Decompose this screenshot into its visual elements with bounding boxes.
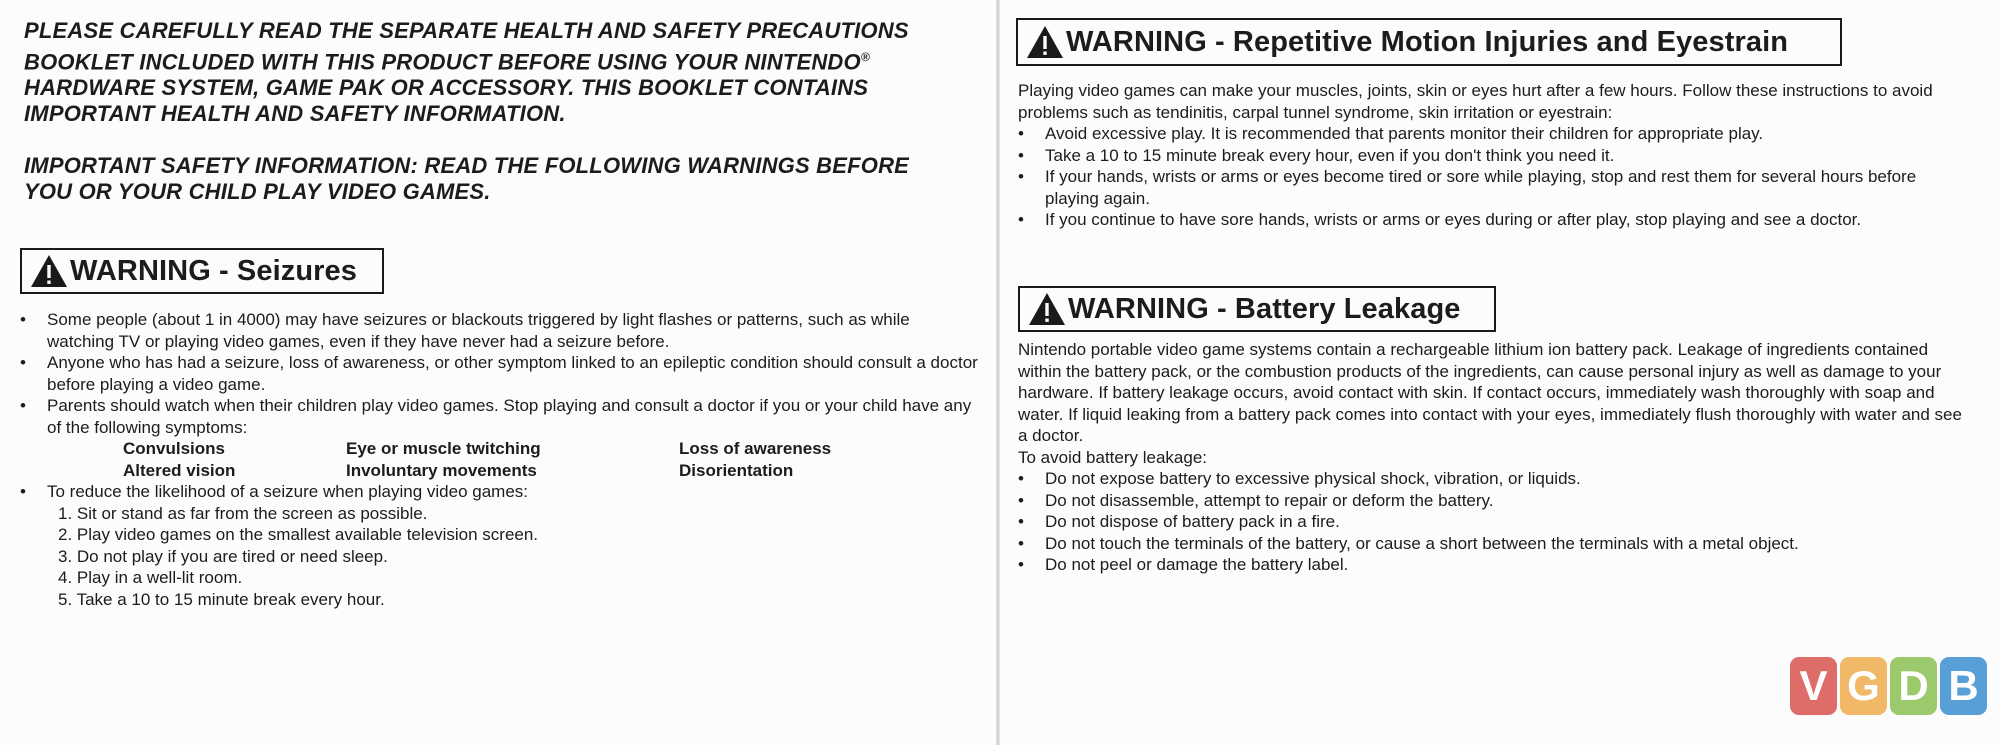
right-page <box>1000 0 2000 745</box>
vgdb-watermark-logo <box>1790 657 1987 715</box>
repetitive-bullet: • Take a 10 to 15 minute break every hour, even if you don't think you need it. <box>1018 145 1938 167</box>
watermark-letter: B <box>1940 657 1987 715</box>
battery-bullet: • Do not disassemble, attempt to repair or deform the battery. <box>1018 490 1963 512</box>
registered-mark: ® <box>860 50 870 64</box>
seizures-heading: WARNING - Seizures <box>70 254 358 287</box>
repetitive-bullet: • If you continue to have sore hands, wrists or arms or eyes during or after play, stop playing and see a doctor. <box>1018 209 1938 231</box>
symptom: Altered vision <box>123 460 236 480</box>
repetitive-body <box>1018 80 1938 231</box>
seizure-step: 1. Sit or stand as far from the screen as possible. <box>58 503 428 523</box>
repetitive-bullet-list <box>1018 123 1938 231</box>
battery-heading-box <box>1018 286 1496 332</box>
seizures-bullet: • Parents should watch when their children play video games. Stop playing and consult a doctor if you or your child have any of the following symptoms: <box>20 395 980 438</box>
seizure-step: 5. Take a 10 to 15 minute break every hour. <box>58 589 385 609</box>
intro-line: YOU OR YOUR CHILD PLAY VIDEO GAMES. <box>24 179 491 205</box>
repetitive-heading-box <box>1016 18 1842 66</box>
reduce-likelihood-bullet: • To reduce the likelihood of a seizure when playing video games: <box>20 481 980 503</box>
intro-paragraph-1 <box>24 18 984 127</box>
watermark-letter: G <box>1840 657 1887 715</box>
symptom: Eye or muscle twitching <box>346 439 541 458</box>
warning-triangle-icon <box>1026 25 1064 59</box>
reduce-likelihood-list <box>20 481 980 503</box>
intro-line: HARDWARE SYSTEM, GAME PAK OR ACCESSORY. THIS BOOKLET CONTAINS <box>24 75 869 101</box>
battery-bullet: • Do not dispose of battery pack in a fire. <box>1018 511 1963 533</box>
symptoms-grid <box>20 438 980 481</box>
symptom: Loss of awareness <box>679 439 832 458</box>
battery-body <box>1018 339 1963 576</box>
battery-bullet: • Do not peel or damage the battery label. <box>1018 554 1963 576</box>
battery-bullet: • Do not expose battery to excessive physical shock, vibration, or liquids. <box>1018 468 1963 490</box>
battery-heading: WARNING - Battery Leakage <box>1068 292 1461 325</box>
repetitive-intro: Playing video games can make your muscles, joints, skin or eyes hurt after a few hours. Follow these instructions to avoid problems such as tendinitis, carpal tunnel syndrome, skin irritation or eyestrain: <box>1018 81 1933 122</box>
intro-line: IMPORTANT SAFETY INFORMATION: READ THE FOLLOWING WARNINGS BEFORE <box>24 153 910 179</box>
battery-bullet-list <box>1018 468 1963 576</box>
repetitive-bullet: • If your hands, wrists or arms or eyes become tired or sore while playing, stop and rest them for several hours before playing again. <box>1018 166 1938 209</box>
repetitive-bullet: • Avoid excessive play. It is recommended that parents monitor their children for appropriate play. <box>1018 123 1938 145</box>
seizures-bullet: • Anyone who has had a seizure, loss of awareness, or other symptom linked to an epileptic condition should consult a doctor before playing a video game. <box>20 352 980 395</box>
repetitive-heading: WARNING - Repetitive Motion Injuries and Eyestrain <box>1066 25 1789 58</box>
symptom: Involuntary movements <box>346 460 537 480</box>
watermark-letter: V <box>1790 657 1837 715</box>
seizure-step: 3. Do not play if you are tired or need sleep. <box>58 546 388 566</box>
seizure-step: 2. Play video games on the smallest available television screen. <box>58 525 539 544</box>
seizure-steps <box>20 503 980 611</box>
intro-line: BOOKLET INCLUDED WITH THIS PRODUCT BEFORE USING YOUR NINTENDO <box>24 49 861 75</box>
symptom: Convulsions <box>123 439 226 458</box>
intro-paragraph-2 <box>24 153 984 205</box>
symptom: Disorientation <box>679 460 794 480</box>
seizures-bullet-list <box>20 309 980 438</box>
watermark-letter: D <box>1890 657 1937 715</box>
battery-intro: Nintendo portable video game systems contain a rechargeable lithium ion battery pack. Leakage of ingredients contained within the battery pack, or the combustion products of the ingredients, can cause personal injury as well as damage to your hardware. If battery leakage occurs, avoid contact with skin. If contact occurs, immediately wash thoroughly with soap and water. If liquid leaking from a battery pack comes into contact with your eyes, immediately flush thoroughly with water and see a doctor. <box>1018 340 1962 445</box>
battery-avoid-label: To avoid battery leakage: <box>1018 447 1208 467</box>
warning-triangle-icon <box>1028 292 1066 326</box>
left-page <box>0 0 998 745</box>
seizures-bullet: • Some people (about 1 in 4000) may have seizures or blackouts triggered by light flashes or patterns, such as while watching TV or playing video games, even if they have never had a seizure before. <box>20 309 980 352</box>
warning-triangle-icon <box>30 254 68 288</box>
seizure-step: 4. Play in a well-lit room. <box>58 568 243 587</box>
battery-bullet: • Do not touch the terminals of the battery, or cause a short between the terminals with a metal object. <box>1018 533 1963 555</box>
intro-line: PLEASE CAREFULLY READ THE SEPARATE HEALTH AND SAFETY PRECAUTIONS <box>24 18 909 43</box>
intro-line: IMPORTANT HEALTH AND SAFETY INFORMATION. <box>24 101 566 127</box>
seizures-heading-box <box>20 248 384 294</box>
seizures-body <box>20 309 980 610</box>
intro-notice <box>24 18 984 205</box>
